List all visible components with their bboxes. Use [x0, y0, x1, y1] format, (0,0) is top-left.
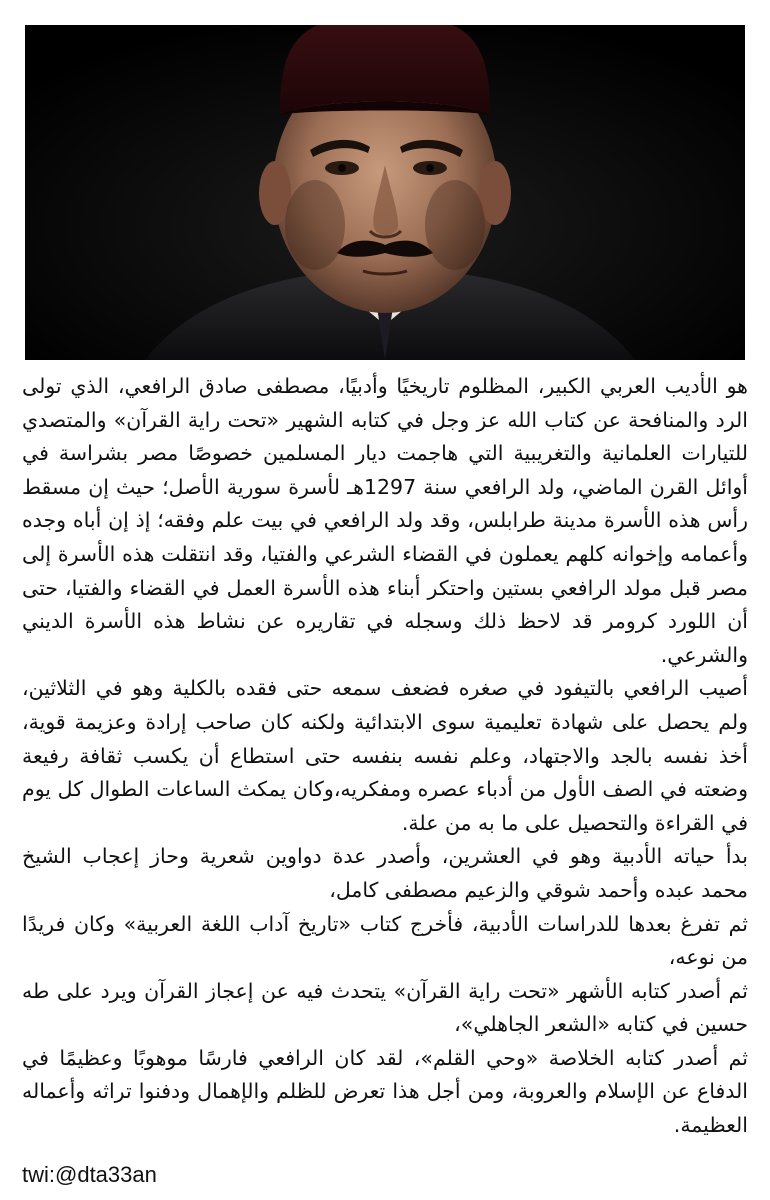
portrait-illustration	[25, 25, 745, 360]
paragraph-literary-studies: ثم تفرغ بعدها للدراسات الأدبية، فأخرج كتاب «تاريخ آداب اللغة العربية» وكان فريدًا من نوعه،	[22, 911, 748, 970]
paragraph-famous-book: ثم أصدر كتابه الأشهر «تحت راية القرآن» يتحدث فيه عن إعجاز القرآن ويرد على طه حسين في كتابه «الشعر الجاهلي»،	[22, 978, 748, 1037]
biography-text	[22, 370, 748, 1143]
twitter-signature: twi:@dta33an	[18, 1162, 161, 1188]
portrait-photo	[25, 25, 745, 360]
paragraph-intro: هو الأديب العربي الكبير، المظلوم تاريخيًا وأدبيًا، مصطفى صادق الرافعي، الذي تولى الرد والمنافحة عن كتاب الله عز وجل في كتابه الشهير «تحت راية القرآن» والمتصدي للتيارات العلمانية والتغريبية التي هاجمت ديار المسلمين خصوصًا مصر بشراسة في أوائل القرن الماضي، ولد الرافعي سنة 1297هـ لأسرة سورية الأصل؛ حيث إن مسقط رأس هذه الأسرة مدينة طرابلس، وقد ولد الرافعي في بيت علم وفقه؛ إذ إن أباه وجده وأعمامه وإخوانه كلهم يعملون في القضاء الشرعي والفتيا، وقد انتقلت هذه الأسرة إلى مصر قبل مولد الرافعي بستين واحتكر أبناء هذه الأسرة العمل في القضاء والفتيا، حتى أن اللورد كرومر قد لاحظ ذلك وسجله في تقاريره عن نشاط هذه الأسرة الديني والشرعي.	[22, 374, 748, 667]
paragraph-illness: أصيب الرافعي بالتيفود في صغره فضعف سمعه حتى فقده بالكلية وهو في الثلاثين، ولم يحصل على شهادة تعليمية سوى الابتدائية ولكنه كان صاحب إرادة وعزيمة قوية، أخذ نفسه بالجد والاجتهاد، وعلم نفسه بنفسه حتى استطاع أن يكسب ثقافة رفيعة وضعته في الصف الأول من أدباء عصره ومفكريه،وكان يمكث الساعات الطوال كل يوم في القراءة والتحصيل على ما به من علة.	[22, 676, 748, 835]
paragraph-conclusion: ثم أصدر كتابه الخلاصة «وحي القلم»، لقد كان الرافعي فارسًا موهوبًا وعظيمًا في الدفاع عن الإسلام والعروبة، ومن أجل هذا تعرض للظلم والإهمال ودفنوا تراثه وأعماله العظيمة.	[22, 1045, 748, 1138]
paragraph-literary-start: بدأ حياته الأدبية وهو في العشرين، وأصدر عدة دواوين شعرية وحاز إعجاب الشيخ محمد عبده وأحمد شوقي والزعيم مصطفى كامل،	[22, 844, 748, 902]
